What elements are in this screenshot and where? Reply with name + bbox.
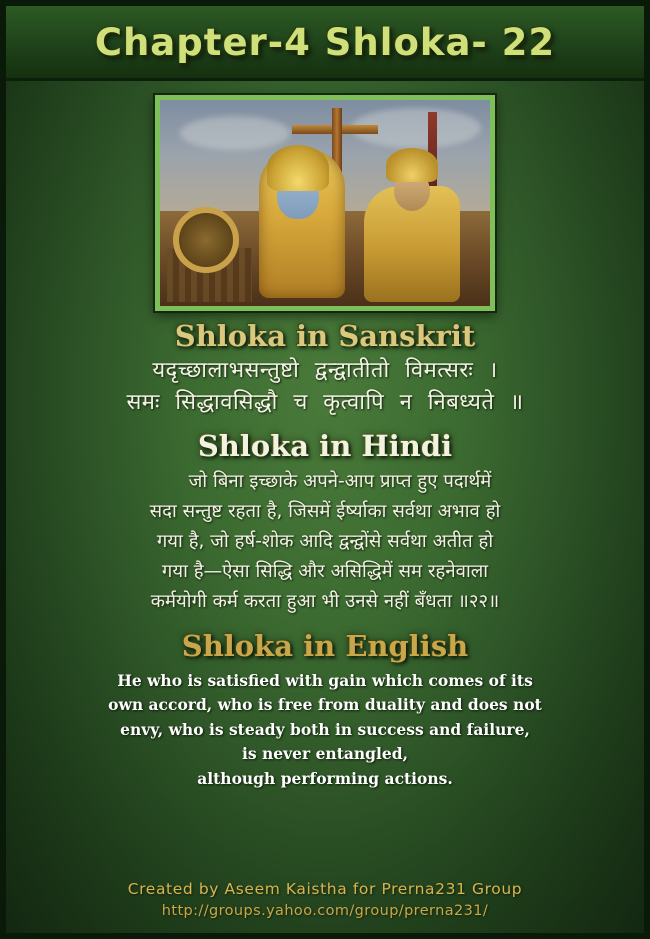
english-line: although performing actions. — [197, 768, 453, 788]
sanskrit-line: समः सिद्धावसिद्धौ च कृत्वापि न निबध्यते ॥ — [126, 389, 524, 415]
hindi-heading: Shloka in Hindi — [197, 428, 453, 463]
footer — [6, 880, 644, 919]
page-title: Chapter-4 Shloka- 22 — [94, 20, 556, 64]
english-line: is never entangled, — [242, 744, 408, 764]
header-band — [6, 6, 644, 81]
hindi-line: कर्मयोगी कर्म करता हुआ भी उनसे नहीं बँधता ॥२२॥ — [150, 590, 500, 612]
english-line: envy, who is steady both in success and failure, — [120, 719, 530, 739]
arjuna-crown — [386, 148, 438, 182]
english-line: He who is satisfied with gain which comes of its — [117, 670, 533, 690]
sanskrit-line: यदृच्छालाभसन्तुष्टो द्वन्द्वातीतो विमत्सरः । — [152, 358, 498, 383]
sanskrit-heading: Shloka in Sanskrit — [174, 319, 476, 353]
footer-url-link[interactable]: http://groups.yahoo.com/group/prerna231/ — [161, 903, 489, 919]
hindi-line: जो बिना इच्छाके अपने-आप प्राप्त हुए पदार्थमें — [188, 470, 492, 492]
english-line: own accord, who is free from duality and does not — [108, 695, 542, 715]
english-text — [6, 667, 644, 791]
chariot-wheel-icon — [173, 207, 239, 273]
krishna-crown — [267, 145, 329, 191]
footer-credit: Created by Aseem Kaistha for Prerna231 Group — [127, 880, 523, 898]
hindi-line: गया है, जो हर्ष-शोक आदि द्वन्द्वोंसे सर्वथा अतीत हो — [156, 530, 494, 552]
krishna-arjuna-chariot-illustration — [155, 95, 495, 311]
english-section — [6, 629, 644, 791]
sanskrit-section — [6, 319, 644, 419]
english-heading: Shloka in English — [181, 628, 469, 663]
hindi-line: सदा सन्तुष्ट रहता है, जिसमें ईर्ष्याका सर्वथा अभाव हो — [149, 500, 501, 522]
hindi-section — [6, 429, 644, 617]
hindi-line: गया है—ऐसा सिद्धि और असिद्धिमें सम रहनेवाला — [161, 560, 489, 582]
hindi-text — [6, 465, 644, 617]
